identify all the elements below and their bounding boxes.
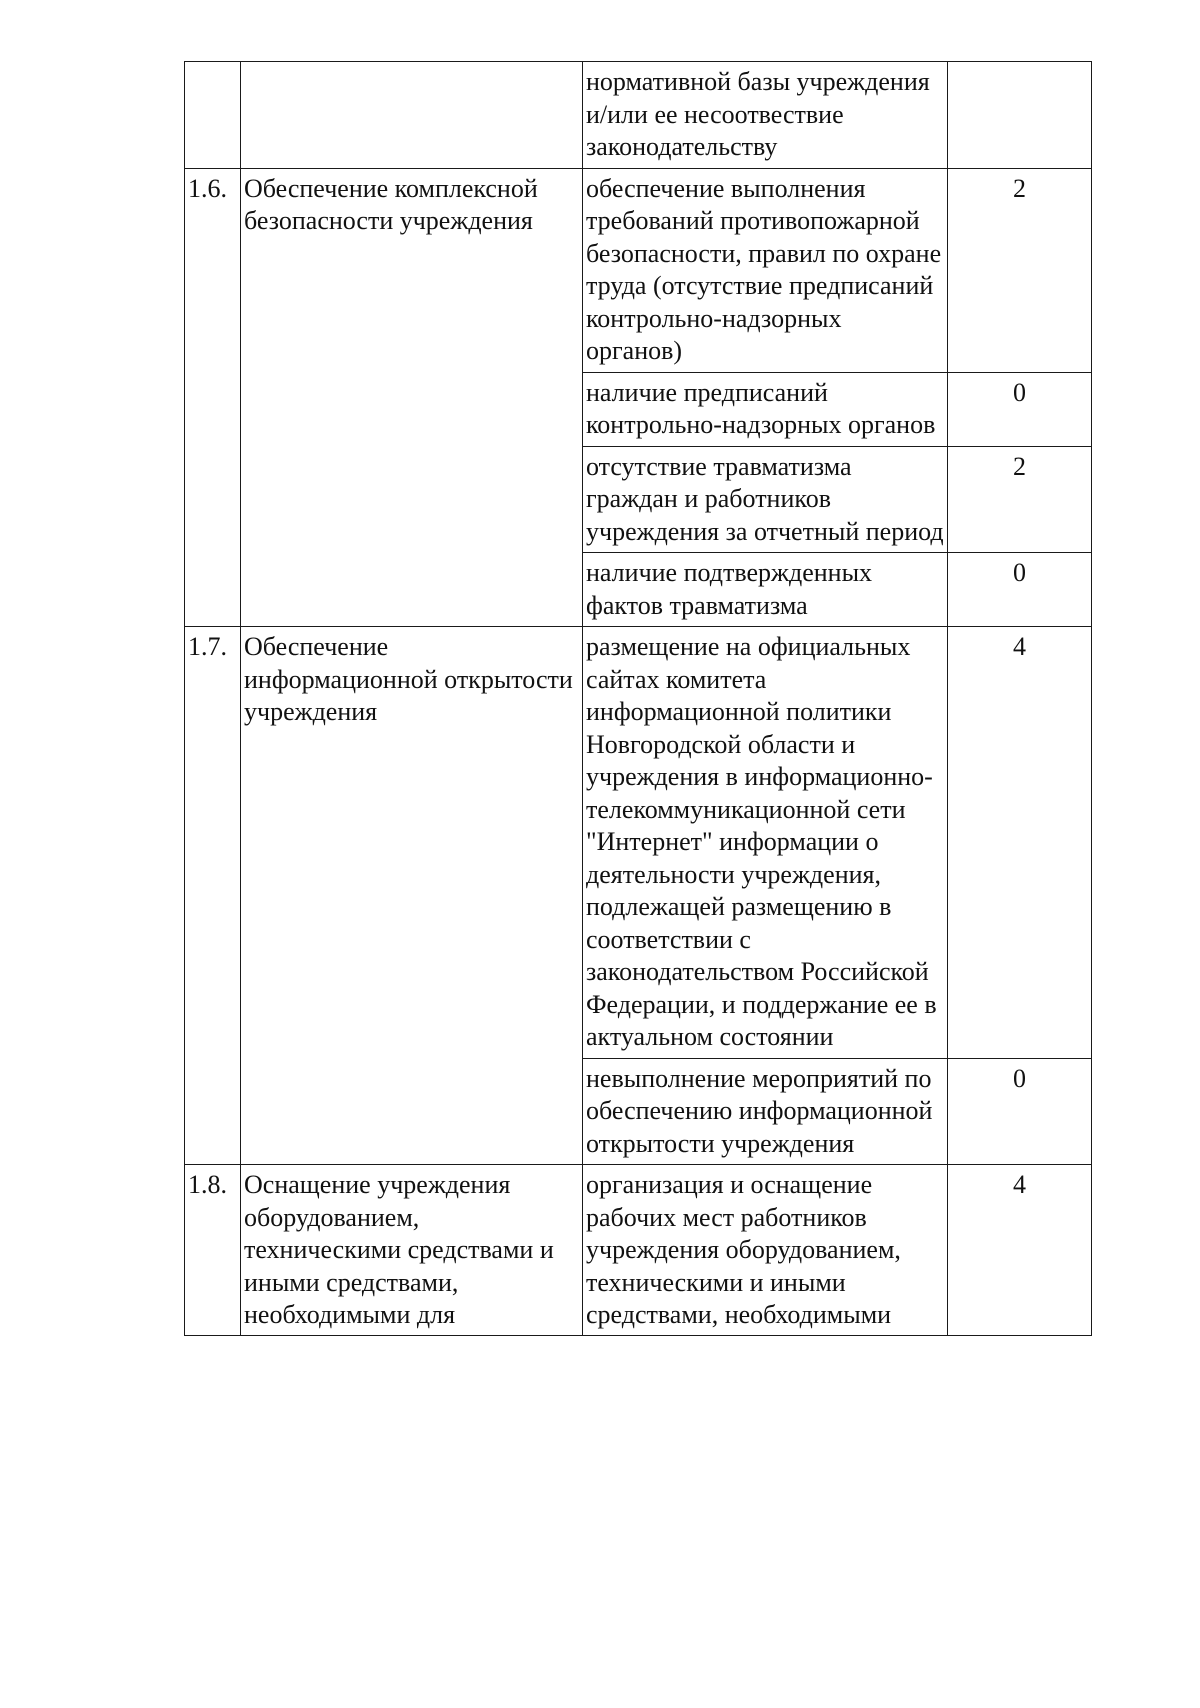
table-row-1-7 [185, 627, 1092, 1059]
criterion-name: Оснащение учреждения оборудованием, техническими средствами и иными средствами, необходимыми для [244, 1170, 554, 1329]
table-row-1-6 [185, 168, 1092, 372]
score-value: 0 [948, 372, 1092, 446]
condition-text: отсутствие травматизма граждан и работников учреждения за отчетный период [583, 446, 948, 553]
condition-text: наличие предписаний контрольно-надзорных органов [583, 372, 948, 446]
condition-text: размещение на официальных сайтах комитета информационной политики Новгородской области и учреждения в информационно-телекоммуникационной сети "Интернет" информации о деятельности учреждения, подлежащей размещению в соответствии с законодательством Российской Федерации, и поддержание ее в актуальном состоянии [583, 627, 948, 1059]
table-row-continuation [185, 62, 1092, 169]
criterion-name [241, 62, 583, 169]
condition-text-cell [583, 1165, 948, 1336]
condition-text: наличие подтвержденных фактов травматизма [583, 553, 948, 627]
row-number: 1.8. [185, 1165, 241, 1336]
row-number: 1.7. [185, 627, 241, 1165]
table-row-1-8 [185, 1165, 1092, 1336]
score-value: 2 [948, 168, 1092, 372]
row-number [185, 62, 241, 169]
condition-text: невыполнение мероприятий по обеспечению информационной открытости учреждения [583, 1058, 948, 1165]
condition-text: организация и оснащение рабочих мест работников учреждения оборудованием, техническими и иными средствами, необходимыми [586, 1170, 901, 1329]
score-value: 0 [948, 1058, 1092, 1165]
criterion-name-cell [241, 1165, 583, 1336]
criterion-name: Обеспечение комплексной безопасности учреждения [241, 168, 583, 627]
criterion-name: Обеспечение информационной открытости учреждения [241, 627, 583, 1165]
score-value: 2 [948, 446, 1092, 553]
condition-text: обеспечение выполнения требований противопожарной безопасности, правил по охране труда (отсутствие предписаний контрольно-надзорных органов) [583, 168, 948, 372]
score-value: 4 [948, 1165, 1092, 1336]
condition-text: нормативной базы учреждения и/или ее несоотвествие законодательству [583, 62, 948, 169]
score-value: 4 [948, 627, 1092, 1059]
criteria-table [184, 61, 1092, 1336]
score-value [948, 62, 1092, 169]
score-value: 0 [948, 553, 1092, 627]
row-number: 1.6. [185, 168, 241, 627]
